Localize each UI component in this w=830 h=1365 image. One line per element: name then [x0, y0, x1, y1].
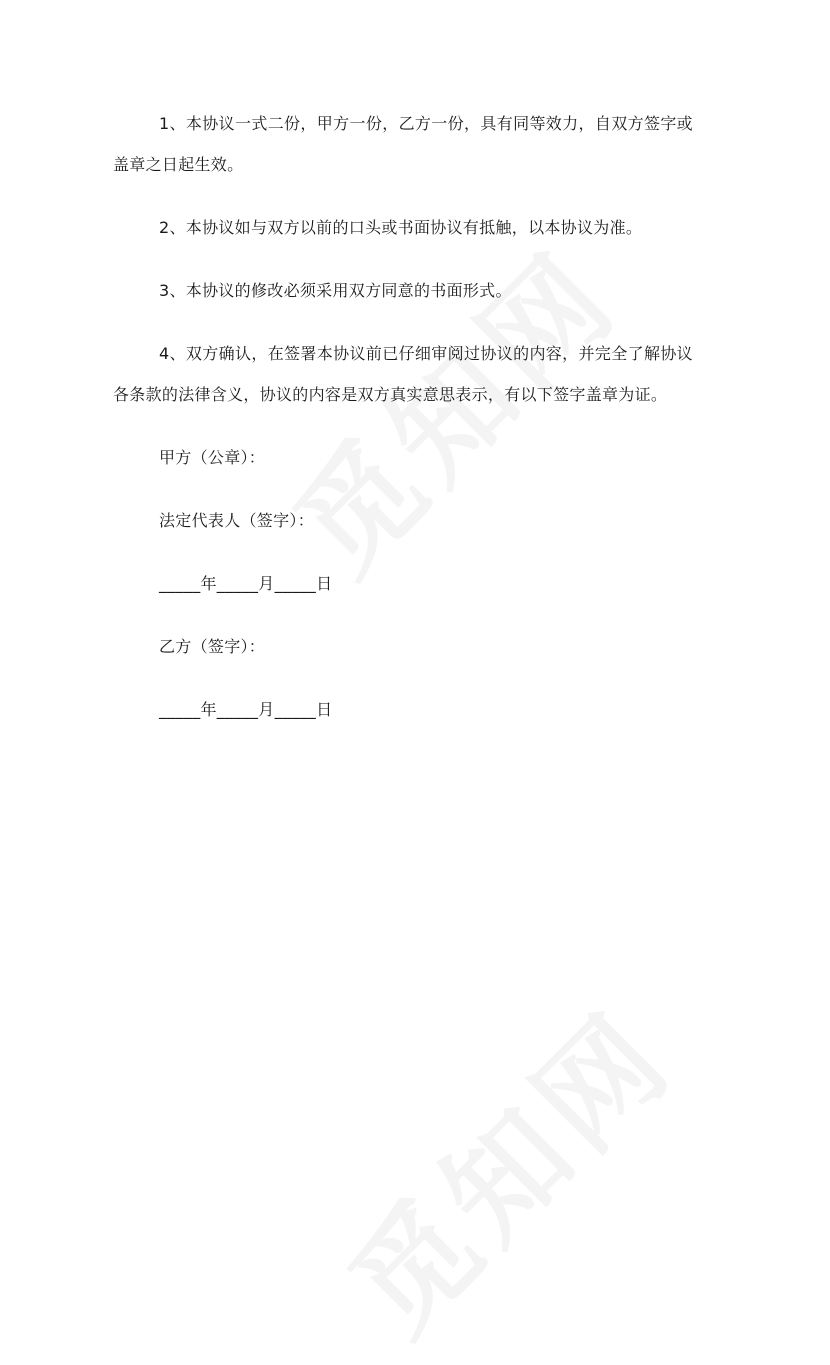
party-a-date-line: _____年_____月_____日 [159, 574, 333, 593]
clause-1: 1、本协议一式二份，甲方一份，乙方一份，具有同等效力，自双方签字或盖章之日起生效。 [113, 114, 693, 174]
clause-3: 3、本协议的修改必须采用双方同意的书面形式。 [159, 281, 512, 300]
document-body [113, 103, 693, 752]
party-b-signature-line: 乙方（签字）： [159, 637, 266, 656]
clause-4: 4、双方确认，在签署本协议前已仔细审阅过协议的内容，并完全了解协议各条款的法律含义，协议的内容是双方真实意思表示，有以下签字盖章为证。 [113, 344, 693, 404]
party-a-seal-line: 甲方（公章）： [159, 448, 266, 467]
party-b-date-line: _____年_____月_____日 [159, 700, 333, 719]
legal-representative-line: 法定代表人（签字）： [159, 511, 315, 530]
watermark [306, 967, 703, 1364]
clause-2: 2、本协议如与双方以前的口头或书面协议有抵触，以本协议为准。 [159, 218, 643, 237]
